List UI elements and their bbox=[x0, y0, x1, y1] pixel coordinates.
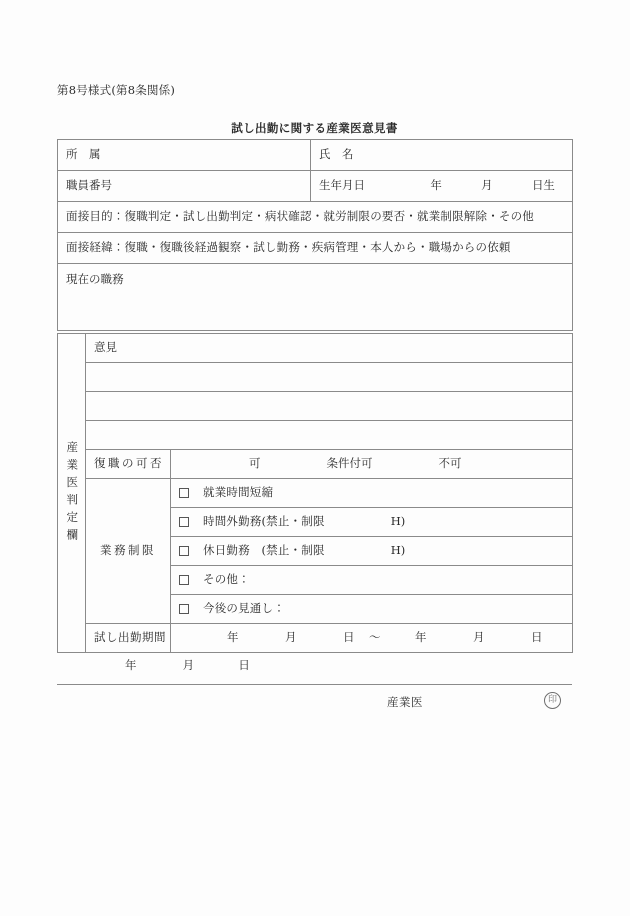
return-to-work-label: 復職の可否 bbox=[86, 450, 171, 479]
restriction-label: その他： bbox=[203, 572, 250, 587]
judgement-table bbox=[57, 333, 573, 653]
physician-label: 産業医 bbox=[387, 695, 423, 709]
table-row bbox=[58, 264, 573, 331]
name-label: 氏 名 bbox=[311, 140, 573, 171]
birthdate-cell bbox=[311, 171, 573, 202]
identity-table bbox=[57, 139, 573, 331]
rtw-option-possible[interactable]: 可 bbox=[249, 456, 261, 471]
trial-from-year: 年 bbox=[227, 630, 239, 645]
birthdate-label: 生年月日 bbox=[319, 178, 365, 193]
return-to-work-options bbox=[171, 450, 573, 479]
table-row bbox=[58, 624, 573, 653]
trial-from-month: 月 bbox=[285, 630, 297, 645]
signature-date-month: 月 bbox=[182, 658, 195, 672]
opinion-label: 意見 bbox=[86, 334, 573, 363]
table-row bbox=[58, 334, 573, 363]
restriction-label: 今後の見通し： bbox=[203, 601, 285, 616]
restriction-item-shortened-hours[interactable] bbox=[171, 479, 573, 508]
trial-period-field[interactable] bbox=[171, 624, 573, 653]
current-duties-field[interactable]: 現在の職務 bbox=[58, 264, 573, 331]
restriction-label: 休日勤務 (禁止・制限 bbox=[203, 543, 325, 558]
interview-purpose: 面接目的：復職判定・試し出勤判定・病状確認・就労制限の要否・就業制限解除・その他 bbox=[58, 202, 573, 233]
restriction-label: 時間外勤務(禁止・制限 bbox=[203, 514, 325, 529]
affiliation-label: 所 属 bbox=[58, 140, 311, 171]
table-row bbox=[58, 392, 573, 421]
interview-background: 面接経緯：復職・復職後経過観察・試し勤務・疾病管理・本人から・職場からの依頼 bbox=[58, 233, 573, 264]
trial-from-day: 日 bbox=[343, 630, 355, 645]
checkbox-icon[interactable] bbox=[179, 575, 189, 585]
checkbox-icon[interactable] bbox=[179, 488, 189, 498]
trial-to-day: 日 bbox=[531, 630, 543, 645]
rail-label: 産業医判定欄 bbox=[65, 440, 80, 546]
opinion-blank-line-2[interactable] bbox=[86, 392, 573, 421]
page-title: 試し出勤に関する産業医意見書 bbox=[231, 121, 398, 135]
table-row bbox=[58, 171, 573, 202]
opinion-blank-line-3[interactable] bbox=[86, 421, 573, 450]
signature-date-year: 年 bbox=[125, 658, 137, 672]
physician-judgement-rail bbox=[58, 334, 86, 653]
signature-row bbox=[57, 694, 572, 716]
birthdate-year: 年 bbox=[430, 178, 442, 193]
table-row bbox=[58, 450, 573, 479]
table-row bbox=[58, 202, 573, 233]
signature-date-day: 日 bbox=[238, 658, 250, 672]
work-restriction-label: 業務制限 bbox=[86, 479, 171, 624]
signature-date[interactable] bbox=[125, 657, 250, 673]
trial-to-year: 年 bbox=[415, 630, 427, 645]
table-row bbox=[58, 233, 573, 264]
employee-number-label: 職員番号 bbox=[58, 171, 311, 202]
restriction-item-holiday-work[interactable] bbox=[171, 537, 573, 566]
signature-divider bbox=[57, 684, 572, 685]
restriction-item-outlook[interactable] bbox=[171, 595, 573, 624]
restriction-item-other[interactable] bbox=[171, 566, 573, 595]
form-number: 第8号様式(第8条関係) bbox=[57, 83, 176, 97]
opinion-blank-line-1[interactable] bbox=[86, 363, 573, 392]
checkbox-icon[interactable] bbox=[179, 604, 189, 614]
restriction-tail: H) bbox=[390, 543, 406, 558]
rtw-option-not-possible[interactable]: 不可 bbox=[438, 456, 462, 471]
trial-period-label: 試し出勤期間 bbox=[86, 624, 171, 653]
trial-period-tilde: ～ bbox=[369, 630, 381, 645]
trial-to-month: 月 bbox=[473, 630, 485, 645]
rtw-option-conditional[interactable]: 条件付可 bbox=[326, 456, 373, 471]
table-row bbox=[58, 421, 573, 450]
birthdate-day: 日生 bbox=[531, 178, 555, 193]
table-row bbox=[58, 140, 573, 171]
restriction-label: 就業時間短縮 bbox=[203, 485, 274, 500]
birthdate-month: 月 bbox=[481, 178, 493, 193]
checkbox-icon[interactable] bbox=[179, 546, 189, 556]
table-row bbox=[58, 363, 573, 392]
checkbox-icon[interactable] bbox=[179, 517, 189, 527]
table-row bbox=[58, 479, 573, 508]
seal-icon: 印 bbox=[544, 692, 561, 709]
restriction-item-overtime[interactable] bbox=[171, 508, 573, 537]
restriction-tail: H) bbox=[390, 514, 406, 529]
